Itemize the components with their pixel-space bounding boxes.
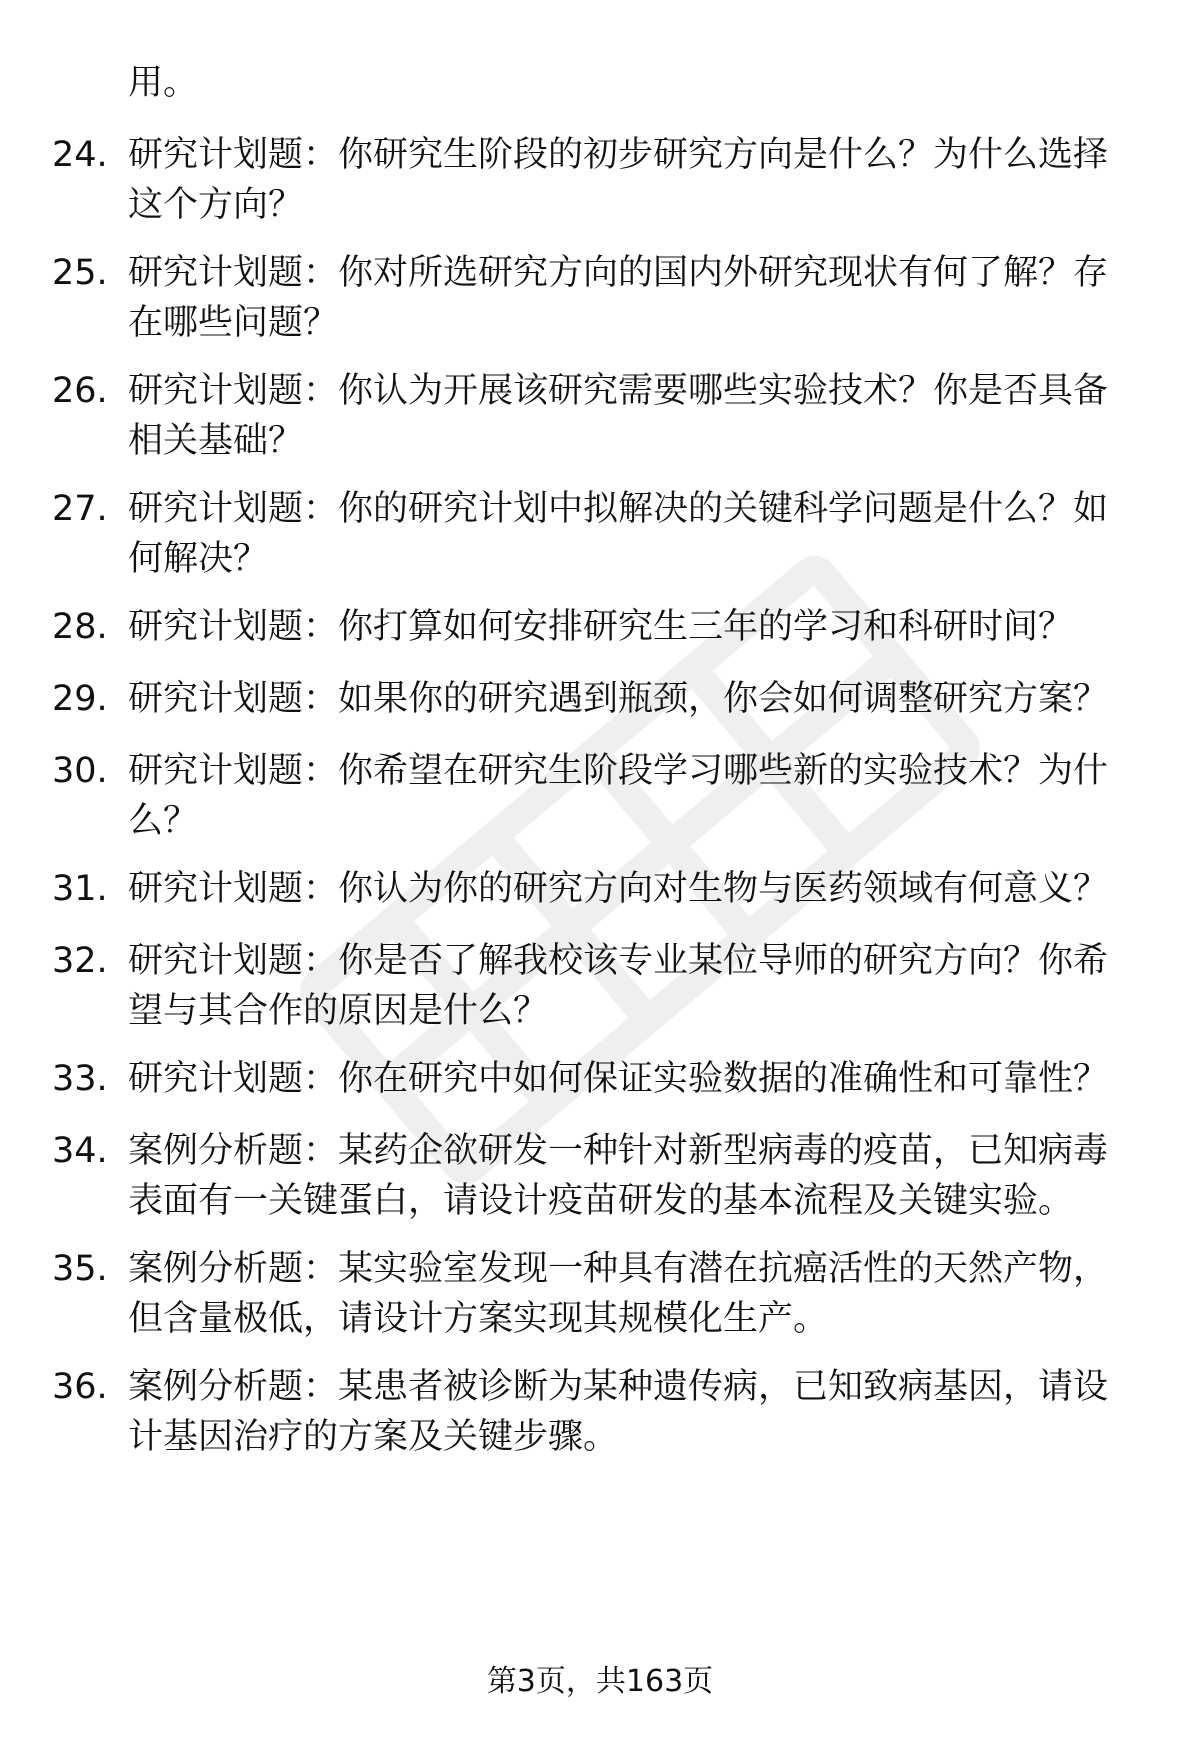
question-text: 研究计划题：你对所选研究方向的国内外研究现状有何了解？存在哪些问题？ [128, 253, 1109, 343]
question-number: 36. [52, 1367, 108, 1407]
question-number: 28. [52, 607, 108, 647]
continuation-line: 用。 [128, 63, 199, 103]
question-text: 研究计划题：你在研究中如何保证实验数据的准确性和可靠性？ [128, 1059, 1109, 1099]
list-item [52, 674, 1142, 724]
question-text: 研究计划题：你希望在研究生阶段学习哪些新的实验技术？为什么？ [128, 751, 1109, 841]
list-item [52, 1054, 1142, 1104]
question-number: 32. [52, 941, 108, 981]
list-item [52, 1244, 1142, 1344]
question-number: 26. [52, 371, 108, 411]
question-number: 31. [52, 869, 108, 909]
question-number: 27. [52, 489, 108, 529]
question-text: 案例分析题：某患者被诊断为某种遗传病，已知致病基因，请设计基因治疗的方案及关键步骤。 [128, 1367, 1109, 1457]
list-item [52, 248, 1142, 348]
question-number: 34. [52, 1131, 108, 1171]
question-text: 研究计划题：你是否了解我校该专业某位导师的研究方向？你希望与其合作的原因是什么？ [128, 941, 1109, 1031]
list-item [52, 130, 1142, 230]
question-text: 研究计划题：如果你的研究遇到瓶颈，你会如何调整研究方案？ [128, 679, 1109, 719]
question-number: 25. [52, 253, 108, 293]
question-text: 研究计划题：你研究生阶段的初步研究方向是什么？为什么选择这个方向？ [128, 135, 1109, 225]
list-item [52, 484, 1142, 584]
question-text: 研究计划题：你的研究计划中拟解决的关键科学问题是什么？如何解决？ [128, 489, 1109, 579]
question-number: 30. [52, 751, 108, 791]
question-text: 案例分析题：某实验室发现一种具有潜在抗癌活性的天然产物，但含量极低，请设计方案实现其规模化生产。 [128, 1249, 1109, 1339]
list-item [52, 864, 1142, 914]
question-number: 24. [52, 135, 108, 175]
list-item [52, 1362, 1142, 1462]
list-item [52, 746, 1142, 846]
list-item [52, 602, 1142, 652]
question-number: 35. [52, 1249, 108, 1289]
list-item [52, 936, 1142, 1036]
list-item [52, 366, 1142, 466]
question-number: 29. [52, 679, 108, 719]
question-text: 案例分析题：某药企欲研发一种针对新型病毒的疫苗，已知病毒表面有一关键蛋白，请设计疫苗研发的基本流程及关键实验。 [128, 1131, 1109, 1221]
question-text: 研究计划题：你打算如何安排研究生三年的学习和科研时间？ [128, 607, 1074, 647]
page-footer: 第3页，共163页 [486, 1664, 714, 1699]
question-number: 33. [52, 1059, 108, 1099]
list-item [52, 1126, 1142, 1226]
question-text: 研究计划题：你认为开展该研究需要哪些实验技术？你是否具备相关基础？ [128, 371, 1109, 461]
question-text: 研究计划题：你认为你的研究方向对生物与医药领域有何意义？ [128, 869, 1109, 909]
